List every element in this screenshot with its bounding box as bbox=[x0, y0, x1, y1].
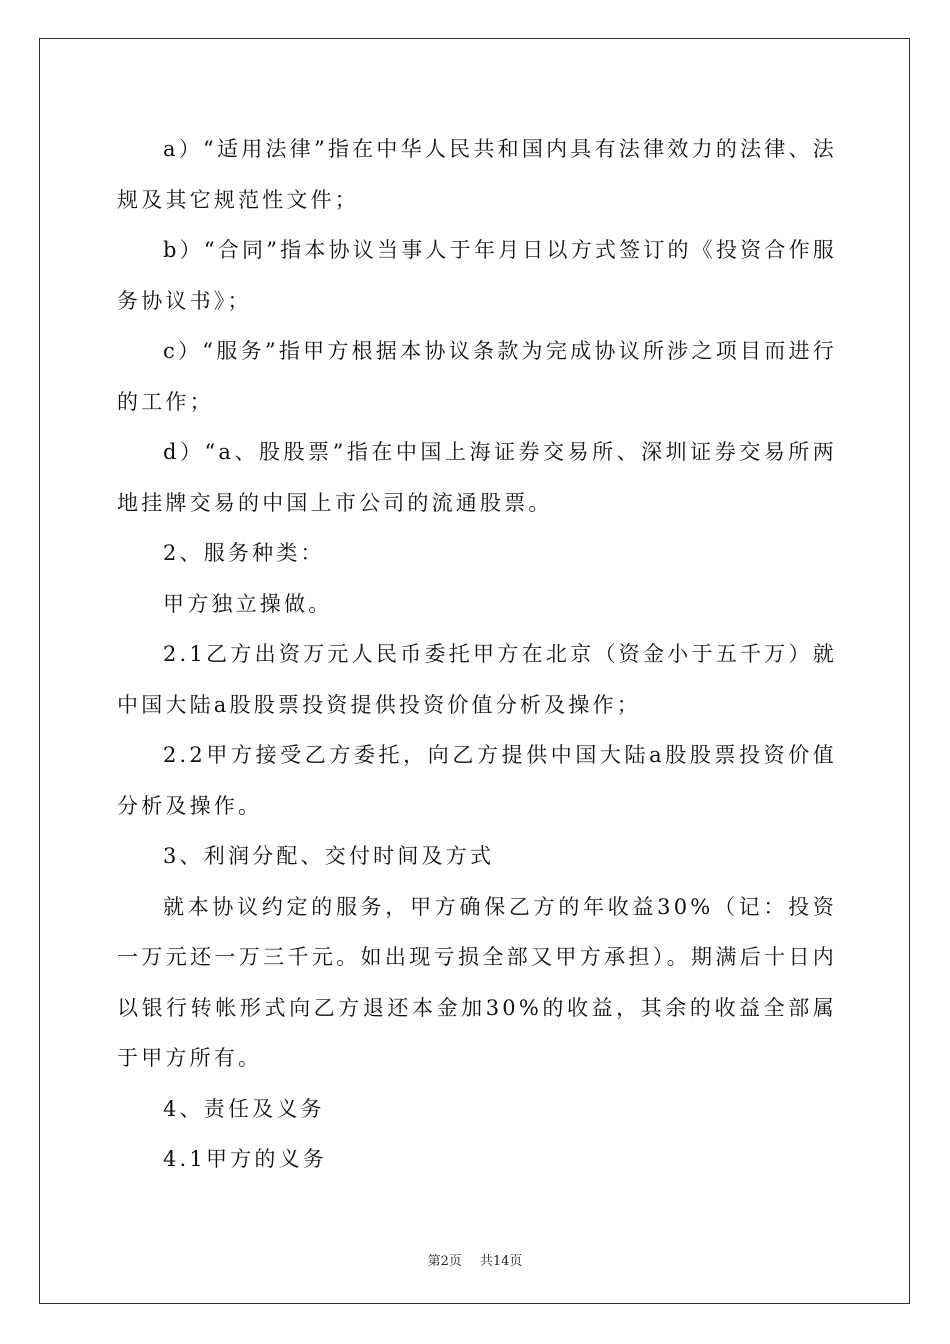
paragraph-definition-d: d）“a、股股票”指在中国上海证券交易所、深圳证券交易所两地挂牌交易的中国上市公司的流通股票。 bbox=[117, 440, 837, 515]
paragraph-definition-b: b）“合同”指本协议当事人于年月日以方式签订的《投资合作服务协议书》； bbox=[117, 238, 837, 313]
section-heading-service-types: 2、服务种类： bbox=[163, 541, 325, 565]
section-heading-profit-distribution: 3、利润分配、交付时间及方式 bbox=[163, 844, 495, 868]
paragraph-independent-operation: 甲方独立操做。 bbox=[163, 591, 333, 616]
page-number: 第2页 bbox=[427, 1254, 462, 1269]
paragraph-clause-2-1: 2.1乙方出资万元人民币委托甲方在北京（资金小于五千万）就中国大陆a股股票投资提供投资价值分析及操作； bbox=[117, 642, 837, 717]
page-total: 共14页 bbox=[479, 1254, 523, 1269]
paragraph-definition-a: a）“适用法律”指在中华人民共和国内具有法律效力的法律、法规及其它规范性文件； bbox=[117, 137, 837, 212]
section-heading-responsibilities: 4、责任及义务 bbox=[163, 1096, 325, 1121]
page-footer bbox=[0, 1250, 950, 1269]
subsection-heading-party-a-obligations: 4.1甲方的义务 bbox=[163, 1147, 327, 1171]
document-body bbox=[117, 124, 837, 1185]
paragraph-clause-2-2: 2.2甲方接受乙方委托，向乙方提供中国大陆a股股票投资价值分析及操作。 bbox=[117, 743, 837, 818]
paragraph-profit-terms: 就本协议约定的服务，甲方确保乙方的年收益30%（记：投资一万元还一万三千元。如出现亏损全部又甲方承担）。期满后十日内以银行转帐形式向乙方退还本金加30%的收益，其余的收益全部属于甲方所有。 bbox=[117, 894, 837, 1070]
paragraph-definition-c: c）“服务”指甲方根据本协议条款为完成协议所涉之项目而进行的工作； bbox=[117, 339, 837, 414]
